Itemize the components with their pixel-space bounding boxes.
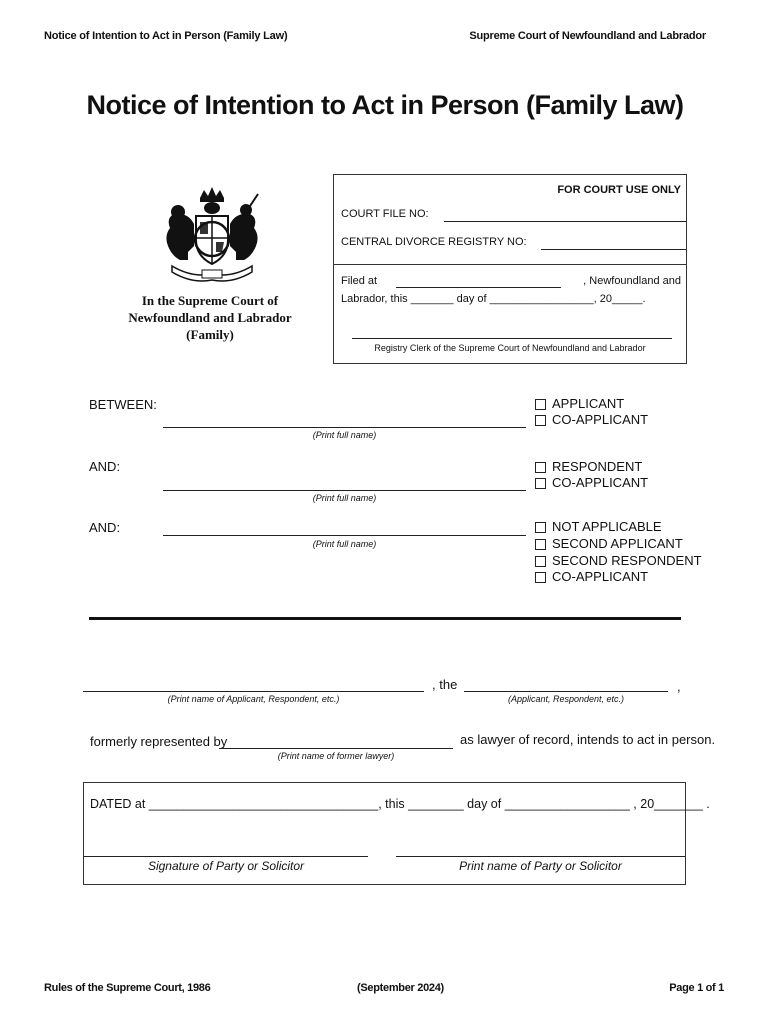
not-applicable-label: NOT APPLICABLE <box>552 519 662 534</box>
respondent-label: RESPONDENT <box>552 459 643 474</box>
court-name-line-2: Newfoundland and Labrador <box>128 310 292 325</box>
and-label-2: AND: <box>89 520 121 535</box>
second-applicant-label: SECOND APPLICANT <box>552 536 683 551</box>
party2-name-caption: (Print full name) <box>312 493 377 503</box>
court-file-no-label: COURT FILE NO: <box>341 208 429 220</box>
applicant-label: APPLICANT <box>552 396 625 411</box>
filed-province-text: , Newfoundland and <box>583 275 681 287</box>
court-use-heading: FOR COURT USE ONLY <box>557 184 681 196</box>
signature-field[interactable] <box>84 856 368 857</box>
not-applicable-checkbox[interactable] <box>535 522 546 533</box>
former-lawyer-field[interactable] <box>219 748 453 749</box>
court-use-box <box>333 174 687 364</box>
royal-arms-icon <box>158 184 266 284</box>
respondent-checkbox[interactable] <box>535 462 546 473</box>
co-applicant-label-1: CO-APPLICANT <box>552 412 649 427</box>
divorce-registry-field[interactable] <box>541 249 686 250</box>
page-title: Notice of Intention to Act in Person (Family Law) <box>86 90 684 120</box>
co-applicant-label-2: CO-APPLICANT <box>552 475 649 490</box>
party-role-field[interactable] <box>464 691 668 692</box>
print-name-field[interactable] <box>396 856 685 857</box>
footer-page-number: Page 1 of 1 <box>669 982 724 994</box>
coat-of-arms-seal <box>158 184 266 284</box>
co-applicant-checkbox-3[interactable] <box>535 572 546 583</box>
filed-date-line: Labrador, this _______ day of _________________, 20_____. <box>341 293 646 305</box>
filed-at-field[interactable] <box>396 287 561 288</box>
second-respondent-checkbox[interactable] <box>535 556 546 567</box>
divorce-registry-label: CENTRAL DIVORCE REGISTRY NO: <box>341 236 527 248</box>
dated-signature-box <box>83 782 710 885</box>
dated-line: DATED at _________________________________, this ________ day of __________________ , 20_______ . <box>90 797 710 811</box>
header-right: Supreme Court of Newfoundland and Labrador <box>469 30 706 42</box>
footer-date: (September 2024) <box>357 982 444 994</box>
section-divider <box>89 617 681 620</box>
and-label-1: AND: <box>89 459 121 474</box>
registry-clerk-caption: Registry Clerk of the Supreme Court of Newfoundland and Labrador <box>374 343 646 353</box>
second-applicant-checkbox[interactable] <box>535 539 546 550</box>
party-name-field[interactable] <box>83 691 424 692</box>
party1-name-caption: (Print full name) <box>312 430 377 440</box>
between-label: BETWEEN: <box>89 397 157 412</box>
party-role-caption: (Applicant, Respondent, etc.) <box>507 694 625 704</box>
former-lawyer-caption: (Print name of former lawyer) <box>277 751 395 761</box>
footer-rules: Rules of the Supreme Court, 1986 <box>44 982 211 994</box>
the-text: , the <box>432 677 458 692</box>
co-applicant-checkbox-1[interactable] <box>535 415 546 426</box>
court-name-caption <box>110 292 310 343</box>
co-applicant-label-3: CO-APPLICANT <box>552 569 649 584</box>
co-applicant-checkbox-2[interactable] <box>535 478 546 489</box>
court-name-line-3: (Family) <box>186 327 234 342</box>
formerly-represented-text: formerly represented by <box>90 734 228 749</box>
party2-name-field[interactable] <box>163 490 526 491</box>
party3-name-caption: (Print full name) <box>312 539 377 549</box>
court-name-line-1: In the Supreme Court of <box>141 293 279 308</box>
statement-comma: , <box>677 679 681 694</box>
filed-at-label: Filed at <box>341 275 378 287</box>
second-respondent-label: SECOND RESPONDENT <box>552 553 702 568</box>
court-file-no-field[interactable] <box>444 221 686 222</box>
party1-name-field[interactable] <box>163 427 526 428</box>
party3-name-field[interactable] <box>163 535 526 536</box>
intends-to-act-text: as lawyer of record, intends to act in person. <box>460 732 716 747</box>
signature-caption: Signature of Party or Solicitor <box>147 859 305 873</box>
registry-clerk-signature-line[interactable] <box>352 338 672 339</box>
applicant-checkbox[interactable] <box>535 399 546 410</box>
print-name-caption: Print name of Party or Solicitor <box>459 859 622 873</box>
party-name-caption: (Print name of Applicant, Respondent, etc.) <box>167 694 340 704</box>
box-divider <box>334 264 686 265</box>
header-left: Notice of Intention to Act in Person (Family Law) <box>44 30 288 42</box>
